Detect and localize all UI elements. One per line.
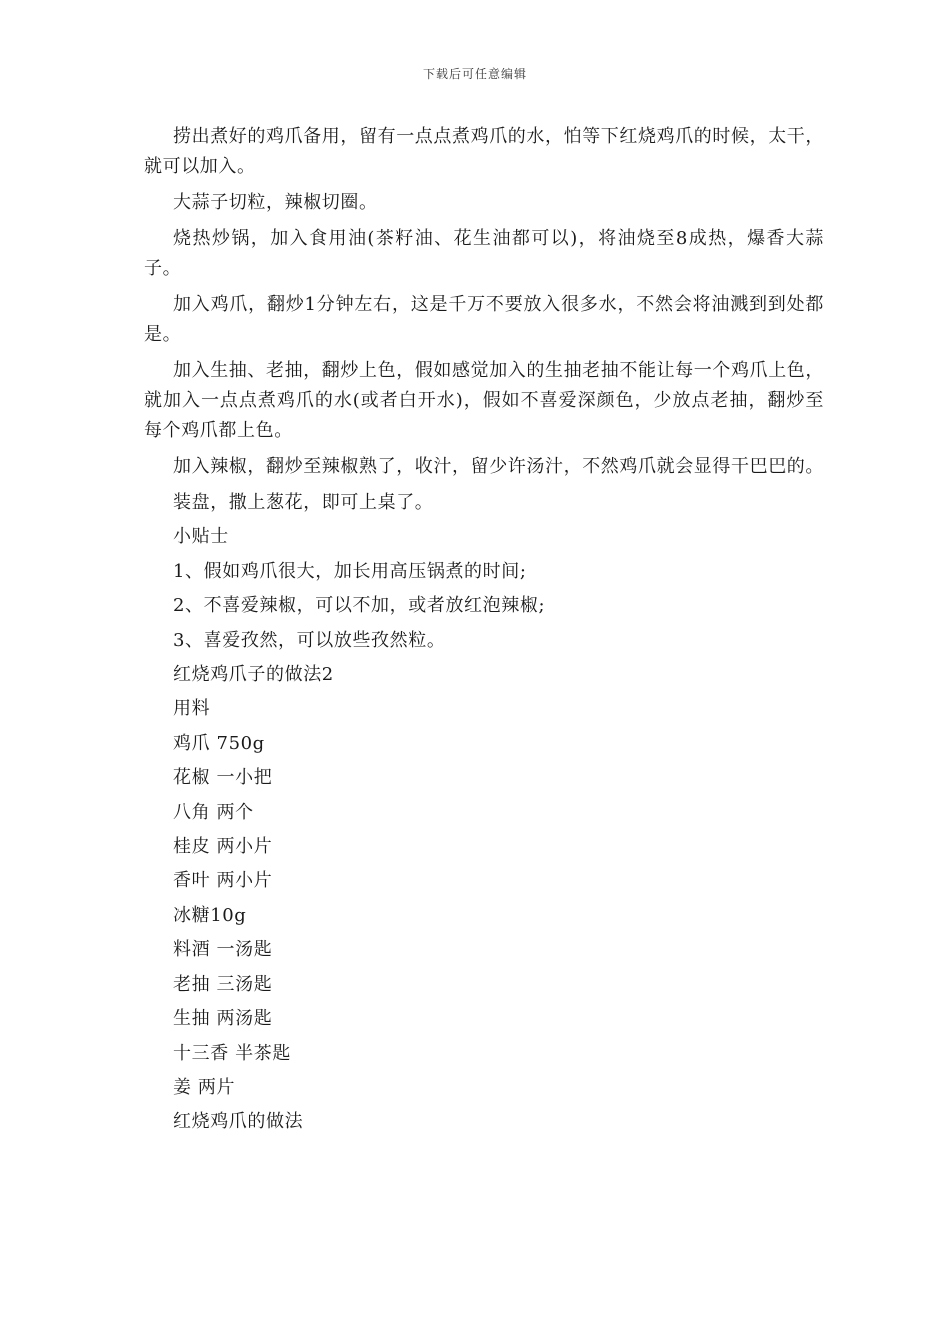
ingredient-item: 冰糖10g (173, 904, 247, 926)
paragraph: 加入鸡爪，翻炒1分钟左右，这是千万不要放入很多水，不然会将油溅到到处都是。 (144, 294, 824, 345)
text-line: 装盘，撒上葱花，即可上桌了。 (173, 492, 434, 513)
paragraph: 加入生抽、老抽，翻炒上色，假如感觉加入的生抽老抽不能让每一个鸡爪上色，就加入一点点煮鸡爪的水(或者白开水)，假如不喜爱深颜色，少放点老抽，翻炒至每个鸡爪都上色。 (144, 360, 824, 441)
section-heading: 红烧鸡爪子的做法2 (173, 664, 334, 686)
tip-item: 2、不喜爱辣椒，可以不加，或者放红泡辣椒; (173, 595, 546, 617)
ingredient-item: 香叶 两小片 (173, 870, 273, 892)
paragraph: 烧热炒锅，加入食用油(茶籽油、花生油都可以)，将油烧至8成热，爆香大蒜子。 (144, 228, 824, 279)
ingredient-item: 生抽 两汤匙 (173, 1008, 273, 1030)
paragraph: 捞出煮好的鸡爪备用，留有一点点煮鸡爪的水，怕等下红烧鸡爪的时候，太干，就可以加入。 (144, 126, 824, 177)
ingredient-item: 老抽 三汤匙 (173, 973, 273, 995)
section-heading: 红烧鸡爪的做法 (173, 1111, 304, 1133)
ingredient-item: 八角 两个 (173, 801, 254, 823)
page-header: 下载后可任意编辑 (422, 67, 527, 81)
paragraph: 加入辣椒，翻炒至辣椒熟了，收汁，留少许汤汁，不然鸡爪就会显得干巴巴的。 (173, 456, 824, 477)
tip-item: 3、喜爱孜然，可以放些孜然粒。 (173, 629, 446, 651)
paragraph: 大蒜子切粒，辣椒切圈。 (173, 192, 378, 213)
section-heading: 小贴士 (173, 526, 229, 548)
ingredient-item: 桂皮 两小片 (173, 836, 273, 858)
ingredient-item: 花椒 一小把 (173, 767, 273, 789)
ingredient-item: 姜 两片 (173, 1076, 236, 1098)
ingredient-item: 鸡爪 750g (173, 732, 265, 754)
ingredient-item: 料酒 一汤匙 (173, 939, 273, 961)
ingredient-item: 十三香 半茶匙 (173, 1042, 291, 1064)
section-heading: 用料 (173, 698, 211, 720)
document-body (144, 122, 824, 1140)
tip-item: 1、假如鸡爪很大，加长用高压锅煮的时间; (173, 560, 527, 582)
